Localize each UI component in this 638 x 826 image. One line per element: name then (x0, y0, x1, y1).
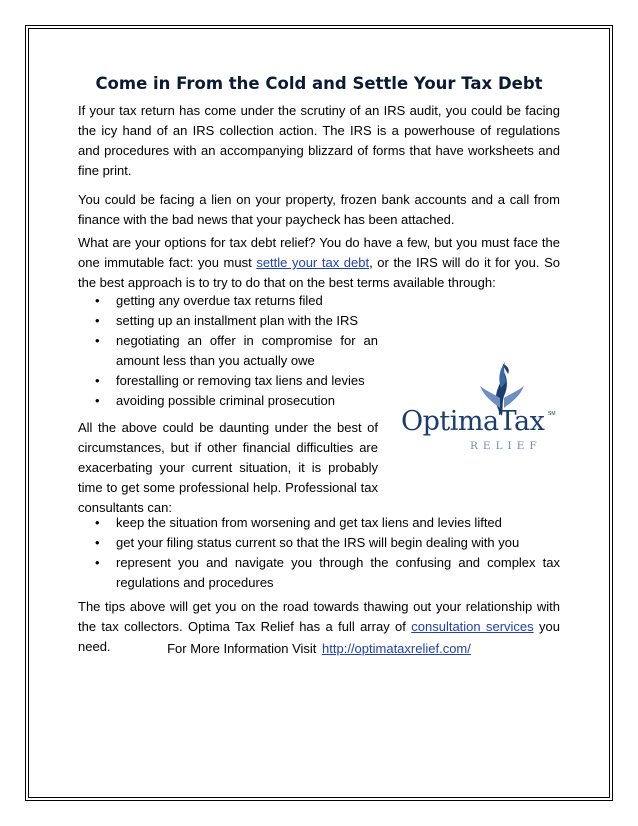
bullet-icon: • (95, 393, 100, 408)
bullet-icon: • (95, 333, 100, 348)
logo-subtitle: RELIEF (470, 440, 542, 452)
paragraph-options (78, 233, 560, 293)
logo-service-mark: SM (548, 411, 556, 417)
list-item (78, 291, 378, 311)
list-item (78, 331, 378, 371)
footer-info (78, 639, 560, 659)
logo-wordmark: OptimaTax (401, 406, 545, 437)
options-list (78, 291, 378, 411)
website-link[interactable]: http://optimataxrelief.com/ (322, 641, 471, 656)
list-item (78, 533, 560, 553)
list-item-text: represent you and navigate you through the confusing and complex tax regulations and procedures (116, 555, 560, 590)
bullet-icon: • (95, 313, 100, 328)
settle-tax-debt-link[interactable]: settle your tax debt (256, 255, 370, 270)
list-item-text: get your filing status current so that the IRS will begin dealing with you (116, 535, 520, 550)
consultation-services-link[interactable]: consultation services (411, 619, 534, 634)
footer-prefix: For More Information Visit (167, 641, 321, 656)
list-item-text: forestalling or removing tax liens and levies (116, 373, 365, 388)
list-item (78, 311, 378, 331)
consultants-list (78, 513, 560, 593)
page-title: Come in From the Cold and Settle Your Tax Debt (95, 74, 543, 93)
list-item (78, 391, 378, 411)
paragraph-closing-text-2: you need. (78, 619, 560, 654)
list-item (78, 371, 378, 391)
list-item-text: avoiding possible criminal prosecution (116, 393, 335, 408)
bullet-icon: • (95, 373, 100, 388)
paragraph-daunting: All the above could be daunting under the best of circumstances, but if other financial difficulties are exacerbating your current situation, it is probably time to get some professional help. Professional tax consultants can: (78, 420, 378, 515)
bullet-icon: • (95, 555, 100, 570)
list-item (78, 553, 560, 593)
bullet-icon: • (95, 515, 100, 530)
paragraph-options-text-1: What are your options for tax debt relief? You do have a few, but you must face the one immutable fact: you must (78, 235, 560, 270)
list-item (78, 513, 560, 533)
paragraph-closing-text-1: The tips above will get you on the road towards thawing out your relationship with the tax collectors. Optima Tax Relief has a full array of (78, 599, 560, 634)
bullet-icon: • (95, 293, 100, 308)
paragraph-options-text-2: , or the IRS will do it for you. So the best approach is to try to do that on the best terms available through: (78, 255, 560, 290)
list-item-text: negotiating an offer in compromise for an amount less than you actually owe (116, 333, 378, 368)
paragraph-intro: If your tax return has come under the scrutiny of an IRS audit, you could be facing the icy hand of an IRS collection action. The IRS is a powerhouse of regulations and procedures with an accompanying blizzard of forms that have worksheets and fine print. (78, 103, 560, 178)
paragraph-lien: You could be facing a lien on your property, frozen bank accounts and a call from finance with the bad news that your paycheck has been attached. (78, 192, 560, 227)
optima-tax-relief-logo (398, 358, 560, 462)
list-item-text: keep the situation from worsening and get tax liens and levies lifted (116, 515, 502, 530)
list-item-text: setting up an installment plan with the IRS (116, 313, 359, 328)
list-item-text: getting any overdue tax returns filed (116, 293, 323, 308)
bullet-icon: • (95, 535, 100, 550)
